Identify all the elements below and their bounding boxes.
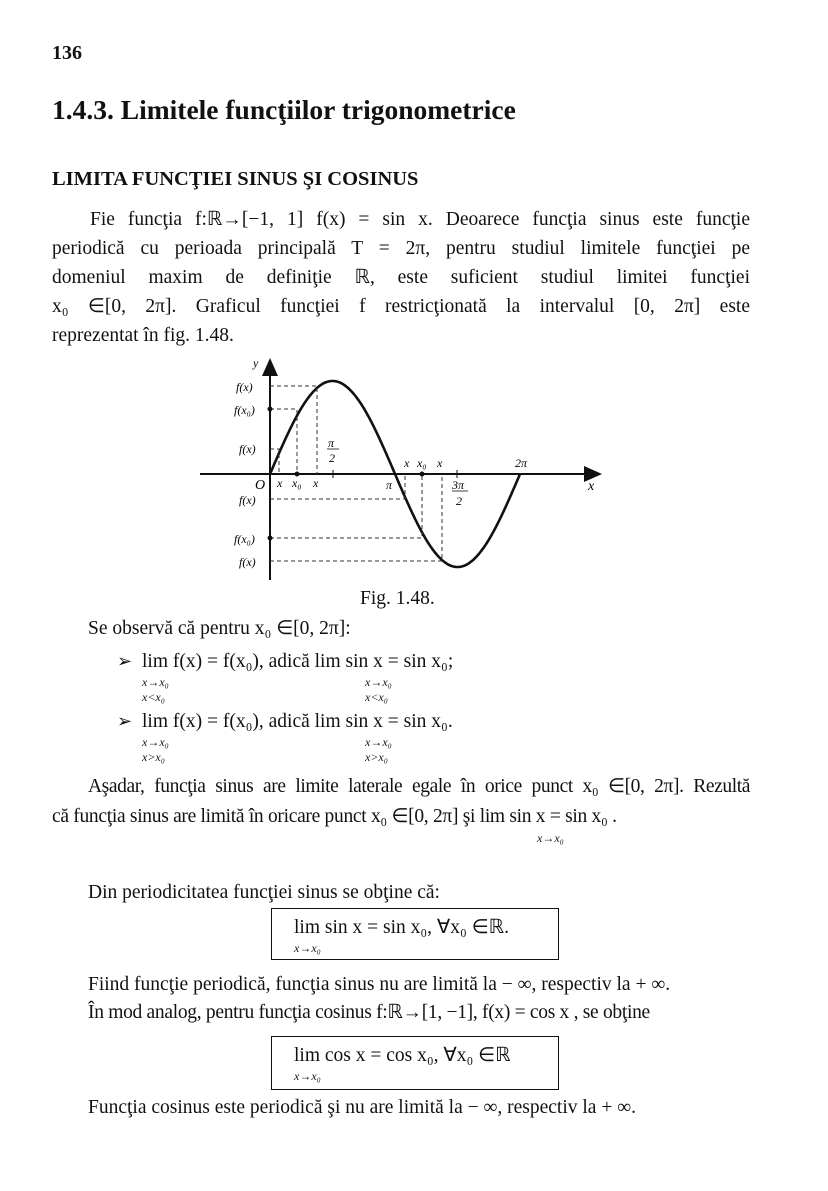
x0-label: x₀ [417,456,427,470]
pi-half-num: π [328,436,335,450]
two-pi-label: 2π [515,456,528,470]
fx-label: f(x) [239,442,256,456]
paragraph-line: reprezentat în fig. 1.48. [52,325,234,346]
x-label: x [404,456,410,470]
limit-subscript: x<x₀ [365,690,388,704]
formula-text: lim cos x = cos x₀, ∀x₀ ∈ℝ [294,1045,511,1066]
paragraph-line: domeniul maxim de definiţie ℝ, este suficient studiul limitei funcţiei [52,267,750,288]
arrow-bullet-icon: ➢ [117,711,133,731]
fx0-label: f(x₀) [234,403,255,417]
limit-subscript: x→x₀ [365,735,392,749]
boxed-formula-sine [271,908,559,960]
arrow-bullet-icon: ➢ [117,651,133,671]
subsection-title: LIMITA FUNCŢIEI SINUS ŞI COSINUS [52,168,419,190]
limit-subscript: x→x₀ [142,735,169,749]
paragraph-line: În mod analog, pentru funcţia cosinus f:ℝ→[1, −1], f(x) = cos x , se obţine [88,1002,650,1023]
bullet-text: lim f(x) = f(x₀), adică lim sin x = sin x₀. [142,711,453,732]
formula-text: lim sin x = sin x₀, ∀x₀ ∈ℝ. [294,917,510,938]
paragraph-line: Fie funcţia f:ℝ→[−1, 1] f(x) = sin x. Deoarece funcţia sinus este funcţie [90,209,750,230]
limit-subscript: x→x₀ [537,831,564,845]
limit-subscript: x→x₀ [294,941,321,955]
figure-caption: Fig. 1.48. [360,588,435,609]
y-axis-label: y [253,356,259,370]
periodicity-intro: Din periodicitatea funcţiei sinus se obţine că: [88,882,440,903]
x-label: x [437,456,443,470]
page-number: 136 [52,42,82,64]
paragraph-line: că funcţia sinus are limită în oricare punct x₀ ∈[0, 2π] şi lim sin x = sin x₀ . [52,806,617,827]
limit-subscript: x→x₀ [365,675,392,689]
section-title: 1.4.3. Limitele funcţiilor trigonometrice [52,94,516,125]
limit-subscript: x<x₀ [142,690,165,704]
bullet-text: lim f(x) = f(x₀), adică lim sin x = sin x₀; [142,651,454,672]
x-label: x [313,476,319,490]
three-pi-half-den: 2 [456,494,462,508]
fx-label: f(x) [236,380,253,394]
limit-subscript: x>x₀ [142,750,165,764]
paragraph-line: periodică cu perioada principală T = 2π, pentru studiul limitele funcţiei pe [52,238,750,259]
origin-label: O [255,478,266,493]
boxed-formula-cosine [271,1036,559,1090]
paragraph-line: Fiind funcţie periodică, funcţia sinus nu are limită la − ∞, respectiv la + ∞. [88,974,671,995]
x0-label: x₀ [292,476,302,490]
fx-label: f(x) [239,493,256,507]
paragraph-line: Aşadar, funcţia sinus are limite laterale egale în orice punct x₀ ∈[0, 2π]. Rezultă [88,776,750,797]
paragraph-line: x₀ ∈[0, 2π]. Graficul funcţiei f restricţionată la intervalul [0, 2π] este [52,296,750,317]
limit-subscript: x>x₀ [365,750,388,764]
x-axis-label: x [588,479,595,494]
limit-subscript: x→x₀ [294,1069,321,1083]
observation-intro: Se observă că pentru x₀ ∈[0, 2π]: [88,618,351,639]
limit-subscript: x→x₀ [142,675,169,689]
pi-label: π [386,478,393,492]
fx-label: f(x) [239,555,256,569]
fx0-label: f(x₀) [234,532,255,546]
conclusion: Funcţia cosinus este periodică şi nu are limită la − ∞, respectiv la + ∞. [88,1097,636,1118]
x-label: x [277,476,283,490]
three-pi-half-num: 3π [452,478,465,492]
pi-half-den: 2 [329,451,335,465]
